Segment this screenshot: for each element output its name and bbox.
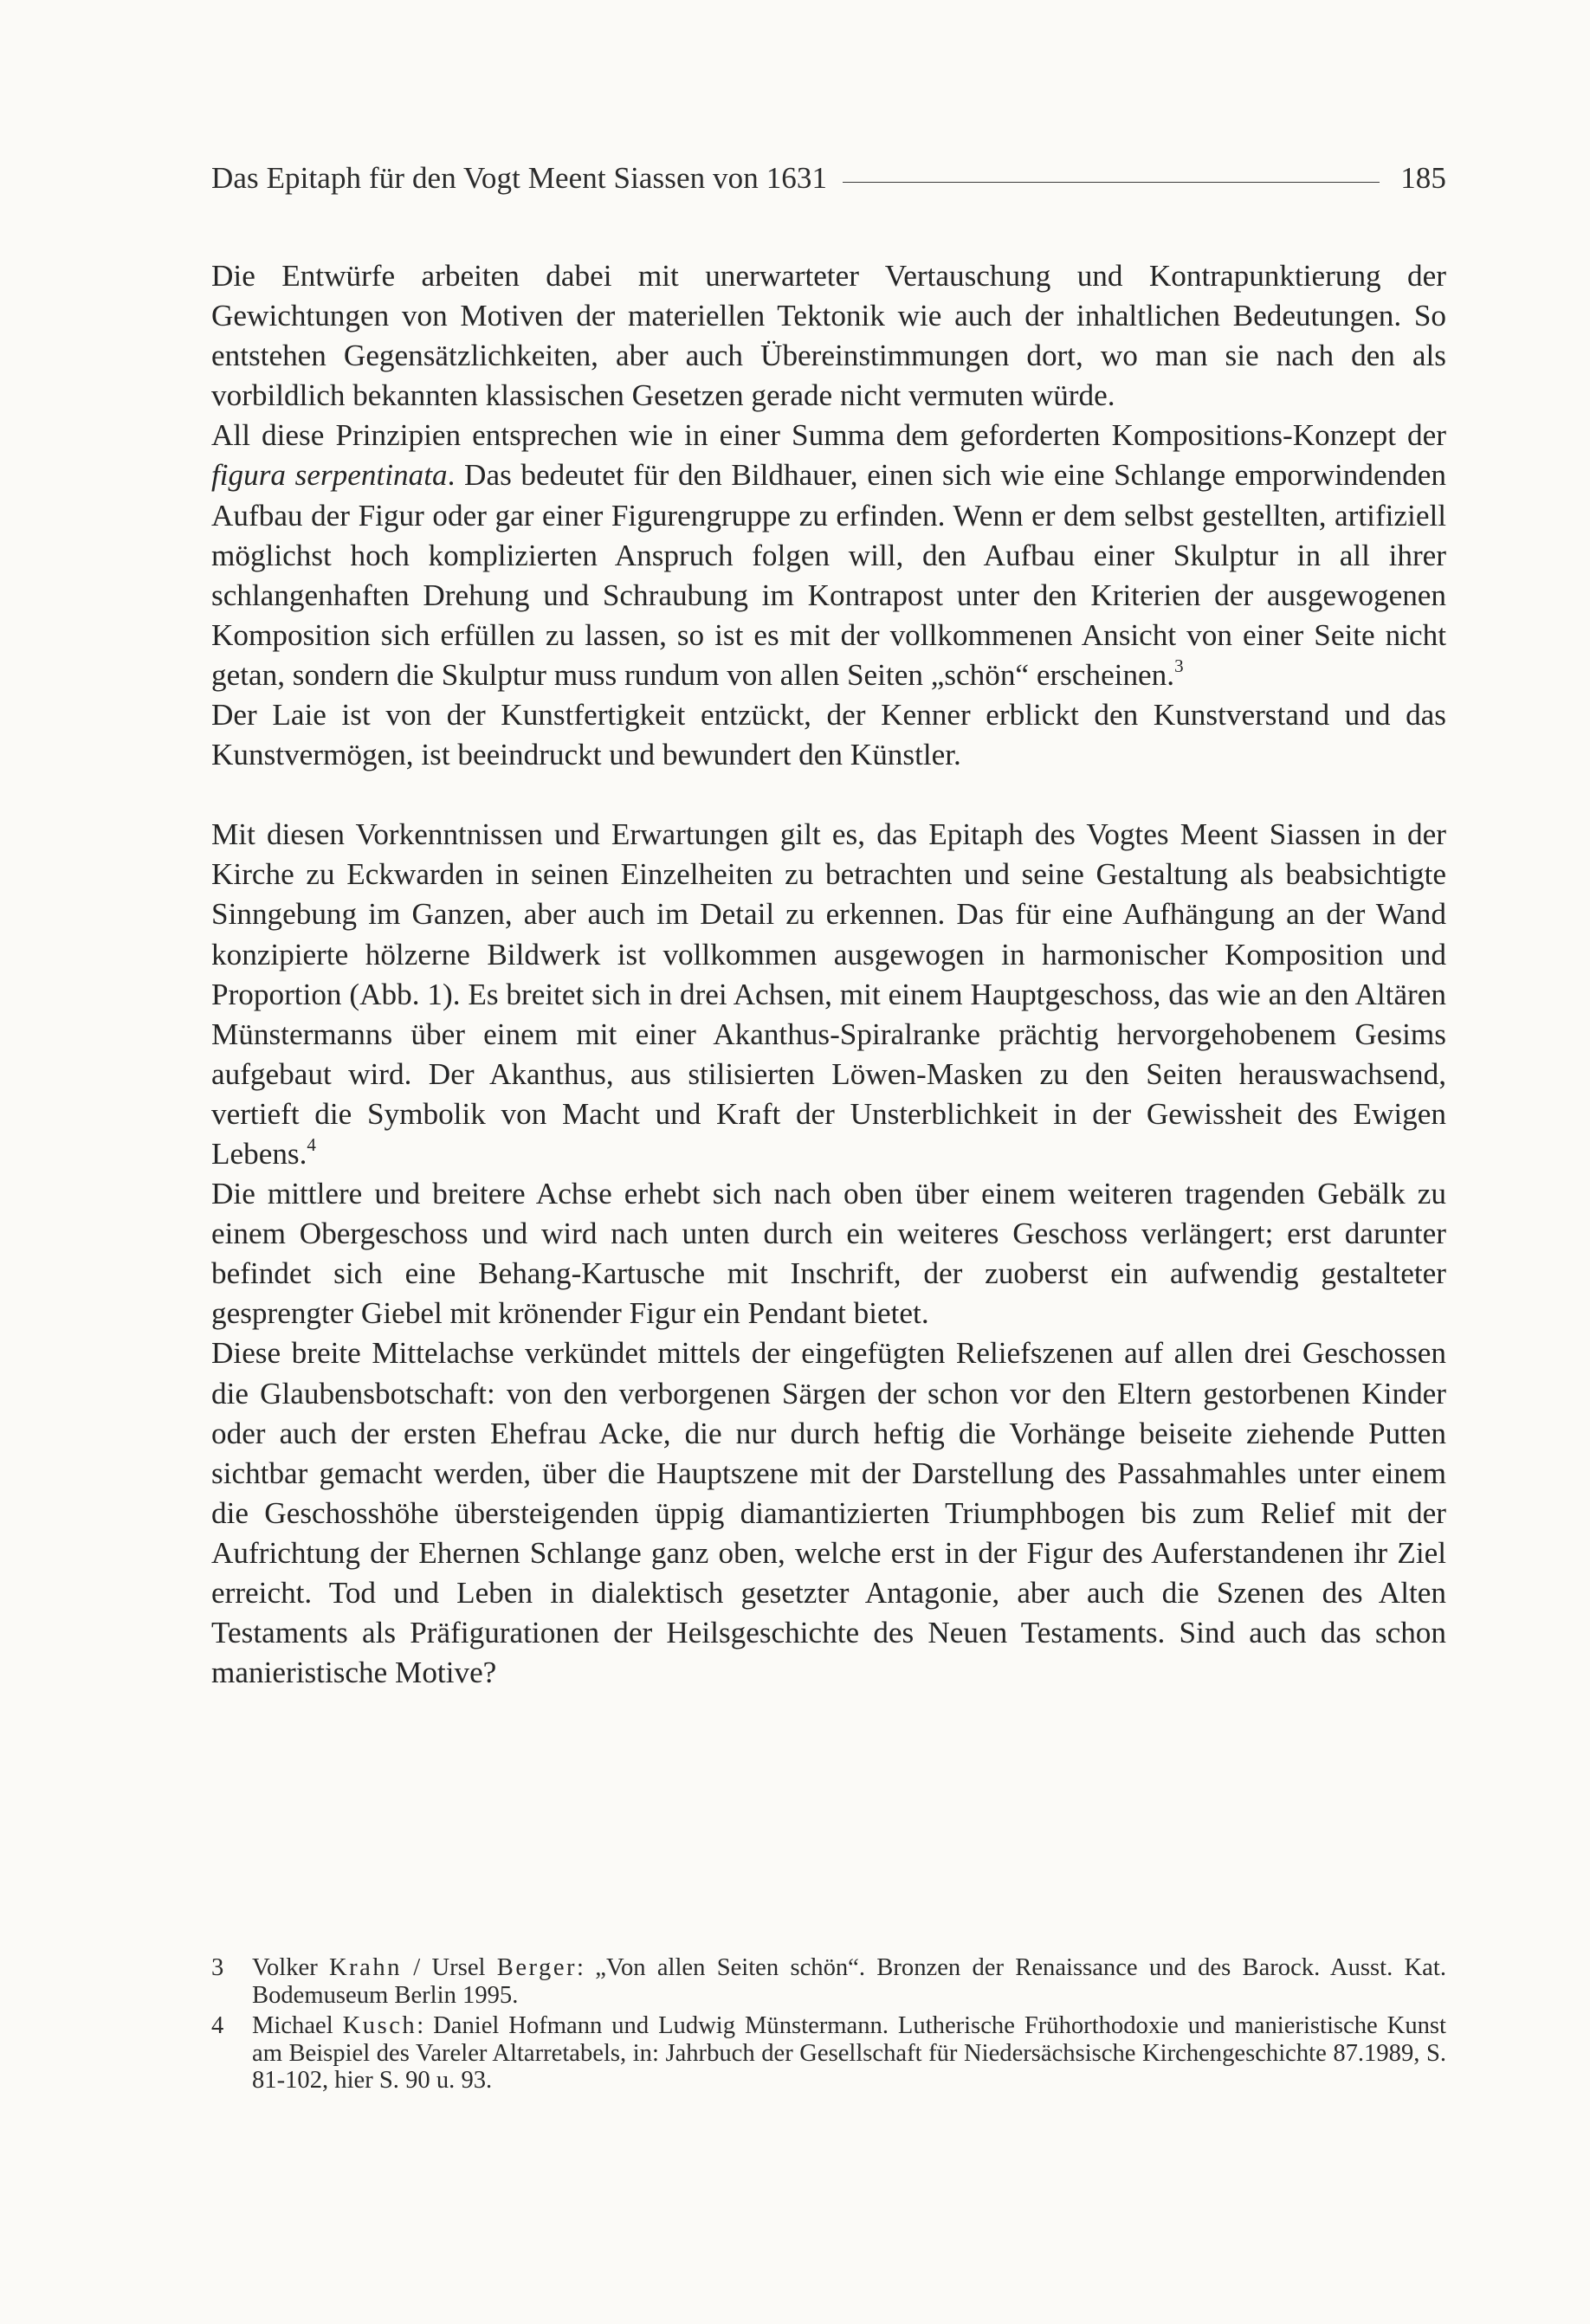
paragraph-3: Der Laie ist von der Kunstfertigkeit entzückt, der Kenner erblickt den Kunstverstand und das Kunstvermögen, ist beeindruckt und bewundert den Künstler. bbox=[211, 698, 1446, 772]
paragraph-1: Die Entwürfe arbeiten dabei mit unerwarteter Vertauschung und Kontrapunktierung der Gewichtungen von Motiven der materiellen Tektonik wie auch der inhaltlichen Bedeutungen. So entstehen Gegensätzlichkeiten, aber auch Übereinstimmungen dort, wo man sie nach den als vorbildlich bekannten klassischen Gesetzen gerade nicht vermuten würde. bbox=[211, 259, 1446, 413]
author-surname: Krahn bbox=[329, 1954, 402, 1981]
author-surname: Berger bbox=[496, 1954, 578, 1981]
footnote-number: 4 bbox=[211, 2012, 224, 2039]
running-title: Das Epitaph für den Vogt Meent Siassen von 1631 bbox=[211, 161, 828, 195]
running-header bbox=[211, 161, 1446, 196]
footnote-text bbox=[252, 1954, 1446, 2009]
author-separator: / bbox=[413, 1954, 421, 1981]
footnote-reference-3: 3 bbox=[1174, 655, 1184, 677]
author-first-name: Ursel bbox=[431, 1954, 486, 1981]
footnote-citation: : Daniel Hofmann und Ludwig Münstermann. Lutherische Frühorthodoxie und manieristische Kunst am Beispiel des Vareler Altarretabels, in: Jahrbuch der Gesellschaft für Niedersächsische Kirchengeschichte 87.1989, S. 81-102, hier S. 90 u. 93. bbox=[252, 2012, 1446, 2094]
paragraph-2-start: All diese Prinzipien entsprechen wie in einer Summa dem geforderten Kompositions-Konzept der bbox=[211, 418, 1446, 453]
author-first-name: Volker bbox=[252, 1954, 318, 1981]
figura-serpentinata-term: figura serpentinata bbox=[211, 458, 448, 493]
footnote-4 bbox=[211, 2012, 1446, 2095]
paragraph-4-text: Mit diesen Vorkenntnissen und Erwartungen gilt es, das Epitaph des Vogtes Meent Siassen in der Kirche zu Eckwarden in seinen Einzelheiten zu betrachten und seine Gestaltung als beabsichtigte Sinngebung im Ganzen, aber auch im Detail zu erkennen. Das für eine Aufhängung an der Wand konzipierte hölzerne Bildwerk ist vollkommen ausgewogen in harmonischer Komposition und Proportion (Abb. 1). Es breitet sich in drei Achsen, mit einem Hauptgeschoss, das wie an den Altären Münstermanns über einem mit einer Akanthus-Spiralranke prächtig hervorgehobenem Gesims aufgebaut wird. Der Akanthus, aus stilisierten Löwen-Masken zu den Seiten herauswachsend, vertieft die Symbolik von Macht und Kraft der Unsterblichkeit in der Gewissheit des Ewigen Lebens. bbox=[211, 817, 1446, 1171]
footnote-number: 3 bbox=[211, 1954, 224, 1981]
main-text bbox=[211, 256, 1446, 1693]
footnote-text bbox=[252, 2012, 1446, 2095]
paragraph-4 bbox=[211, 815, 1446, 1174]
footnote-3 bbox=[211, 1954, 1446, 2009]
page-number: 185 bbox=[1400, 161, 1446, 195]
footnotes bbox=[211, 1954, 1446, 2098]
paragraph-2 bbox=[211, 416, 1446, 695]
footnote-citation: : „Von allen Seiten schön“. Bronzen der Renaissance und des Barock. Ausst. Kat. Bodemuseum Berlin 1995. bbox=[252, 1954, 1446, 2009]
header-rule bbox=[843, 182, 1380, 183]
paragraph-6: Diese breite Mittelachse verkündet mittels der eingefügten Reliefszenen auf allen drei Geschossen die Glaubensbotschaft: von den verborgenen Särgen der schon vor den Eltern gestorbenen Kinder oder auch der ersten Ehefrau Acke, die nur durch heftig die Vorhänge beiseite ziehende Putten sichtbar gemacht werden, über die Hauptszene mit der Darstellung des Passahmahles unter einem die Geschosshöhe übersteigenden üppig diamantizierten Triumphbogen bis zum Relief mit der Aufrichtung der Ehernen Schlange ganz oben, welche erst in der Figur des Auferstandenen ihr Ziel erreicht. Tod und Leben in dialektisch gesetzter Antagonie, aber auch die Szenen des Alten Testaments als Präfigurationen der Heilsgeschichte des Neuen Testaments. Sind auch das schon manieristische Motive? bbox=[211, 1336, 1446, 1690]
paragraph-2-rest: . Das bedeutet für den Bildhauer, einen sich wie eine Schlange emporwindenden Aufbau der Figur oder gar einer Figurengruppe zu erfinden. Wenn er dem selbst gestellten, artifiziell möglichst hoch komplizierten Anspruch folgen will, den Aufbau einer Skulptur in all ihrer schlangenhaften Drehung und Schraubung im Kontrapost unter den Kriterien der ausgewogenen Komposition sich erfüllen zu lassen, so ist es mit der vollkommenen Ansicht von einer Seite nicht getan, sondern die Skulptur muss rundum von allen Seiten „schön“ erscheinen. bbox=[211, 458, 1447, 692]
footnote-reference-4: 4 bbox=[307, 1134, 316, 1156]
author-first-name: Michael bbox=[252, 2012, 333, 2039]
author-surname: Kusch bbox=[342, 2012, 417, 2039]
paragraph-5: Die mittlere und breitere Achse erhebt sich nach oben über einem weiteren tragenden Gebälk zu einem Obergeschoss und wird nach unten durch ein weiteres Geschoss verlängert; erst darunter befindet sich eine Behang-Kartusche mit Inschrift, der zuoberst ein aufwendig gestalteter gesprengter Giebel mit krönender Figur ein Pendant bietet. bbox=[211, 1177, 1446, 1331]
